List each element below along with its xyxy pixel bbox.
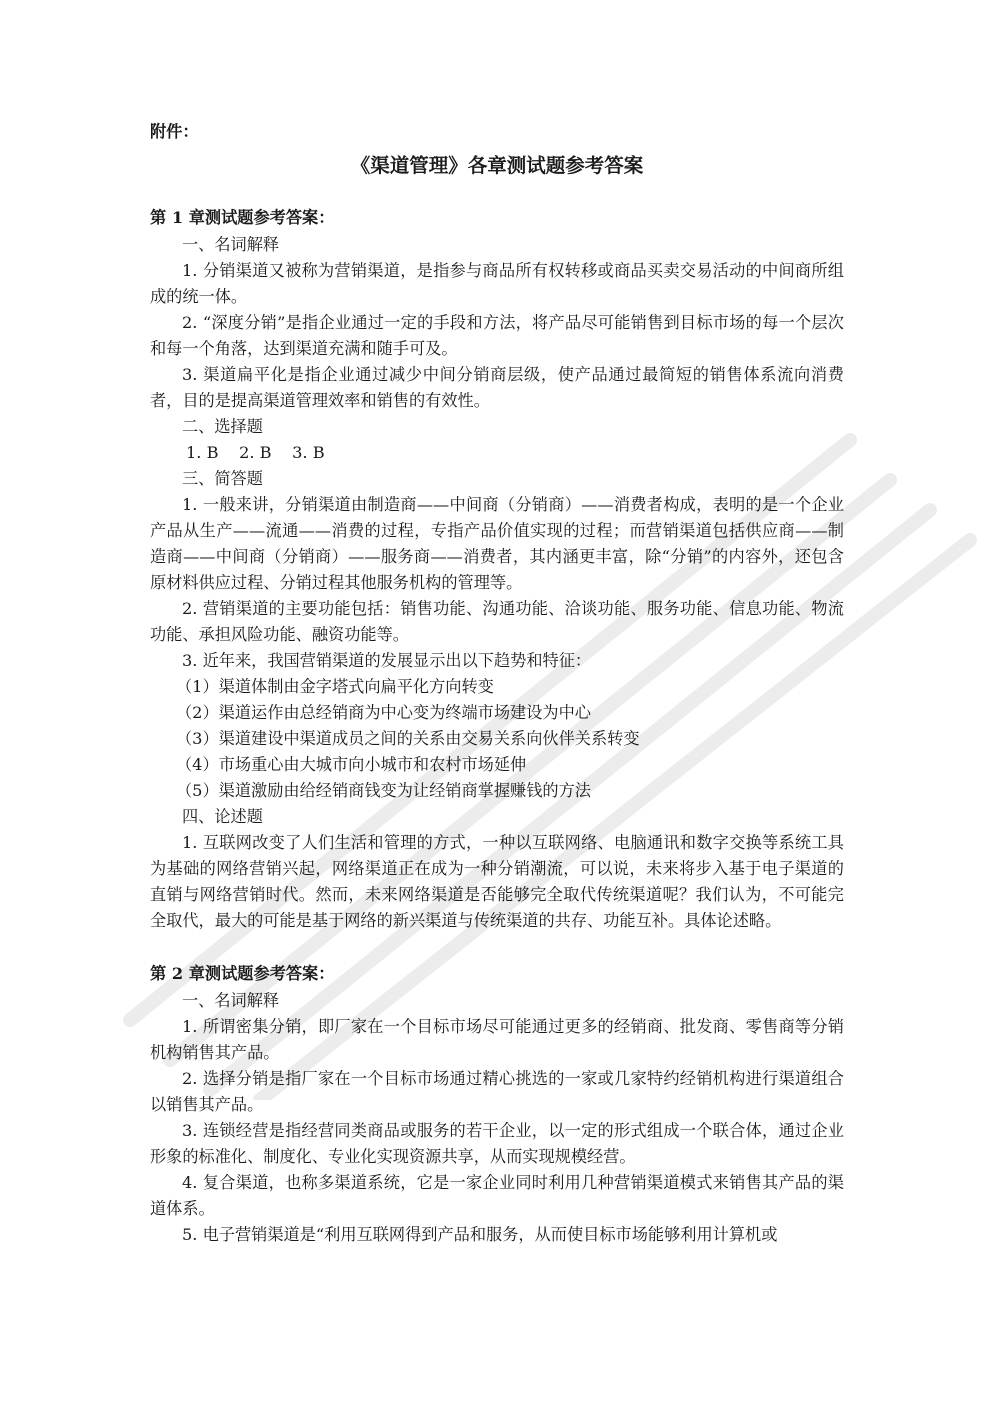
ch2-term-4: 4. 复合渠道，也称多渠道系统，它是一家企业同时利用几种营销渠道模式来销售其产品的渠道体系。 — [150, 1173, 844, 1218]
ch1-short-answer-2: 2. 营销渠道的主要功能包括：销售功能、沟通功能、洽谈功能、服务功能、信息功能、物流功能、承担风险功能、融资功能等。 — [150, 599, 844, 644]
ch2-term-2: 2. 选择分销是指厂家在一个目标市场通过精心挑选的一家或几家特约经销机构进行渠道组合以销售其产品。 — [150, 1069, 844, 1114]
ch1-trend-3: （3）渠道建设中渠道成员之间的关系由交易关系向伙伴关系转变 — [176, 729, 640, 748]
ch1-short-answer-3: 3. 近年来，我国营销渠道的发展显示出以下趋势和特征： — [182, 651, 592, 670]
ch1-trend-4: （4）市场重心由大城市向小城市和农村市场延伸 — [176, 755, 527, 774]
ch2-terms-heading: 一、名词解释 — [182, 991, 280, 1010]
ch1-choice-heading: 二、选择题 — [182, 417, 263, 436]
document-page — [150, 118, 844, 1248]
ch1-term-2: 2. “深度分销”是指企业通过一定的手段和方法，将产品尽可能销售到目标市场的每一个层次和每一个角落，达到渠道充满和随手可及。 — [150, 313, 844, 358]
ch2-term-3: 3. 连锁经营是指经营同类商品或服务的若干企业，以一定的形式组成一个联合体，通过企业形象的标准化、制度化、专业化实现资源共享，从而实现规模经营。 — [150, 1121, 844, 1166]
document-title: 《渠道管理》各章测试题参考答案 — [350, 154, 644, 177]
ch1-trend-1: （1）渠道体制由金字塔式向扁平化方向转变 — [176, 677, 494, 696]
ch1-short-answer-heading: 三、简答题 — [182, 469, 263, 488]
attachment-label: 附件： — [150, 122, 199, 141]
ch2-term-5: 5. 电子营销渠道是“利用互联网得到产品和服务，从而使目标市场能够利用计算机或 — [182, 1225, 778, 1244]
ch1-essay-answer: 1. 互联网改变了人们生活和管理的方式，一种以互联网络、电脑通讯和数字交换等系统工具为基础的网络营销兴起，网络渠道正在成为一种分销潮流，可以说，未来将步入基于电子渠道的直销与网络营销时代。然而，未来网络渠道是否能够完全取代传统渠道呢？我们认为，不可能完全取代，最大的可能是基于网络的新兴渠道与传统渠道的共存、功能互补。具体论述略。 — [150, 833, 844, 930]
ch1-terms-heading: 一、名词解释 — [182, 235, 280, 254]
ch1-choice-answers: 1. B 2. B 3. B — [186, 443, 325, 462]
ch1-trend-2: （2）渠道运作由总经销商为中心变为终端市场建设为中心 — [176, 703, 591, 722]
chapter-1-section — [150, 204, 844, 934]
ch1-trend-5: （5）渠道激励由给经销商钱变为让经销商掌握赚钱的方法 — [176, 781, 591, 800]
ch1-short-answer-1: 1. 一般来讲，分销渠道由制造商——中间商（分销商）——消费者构成，表明的是一个企业产品从生产——流通——消费的过程，专指产品价值实现的过程；而营销渠道包括供应商——制造商——中间商（分销商）——服务商——消费者，其内涵更丰富，除“分销”的内容外，还包含原材料供应过程、分销过程其他服务机构的管理等。 — [150, 495, 844, 592]
ch1-term-3: 3. 渠道扁平化是指企业通过减少中间分销商层级，使产品通过最简短的销售体系流向消费者，目的是提高渠道管理效率和销售的有效性。 — [150, 365, 844, 410]
ch1-essay-heading: 四、论述题 — [182, 807, 263, 826]
ch1-term-1: 1. 分销渠道又被称为营销渠道，是指参与商品所有权转移或商品买卖交易活动的中间商所组成的统一体。 — [150, 261, 844, 306]
ch2-term-1: 1. 所谓密集分销，即厂家在一个目标市场尽可能通过更多的经销商、批发商、零售商等分销机构销售其产品。 — [150, 1017, 844, 1062]
chapter-1-heading: 第 1 章测试题参考答案： — [150, 208, 335, 227]
chapter-2-section — [150, 960, 844, 1248]
chapter-2-heading: 第 2 章测试题参考答案： — [150, 964, 335, 983]
